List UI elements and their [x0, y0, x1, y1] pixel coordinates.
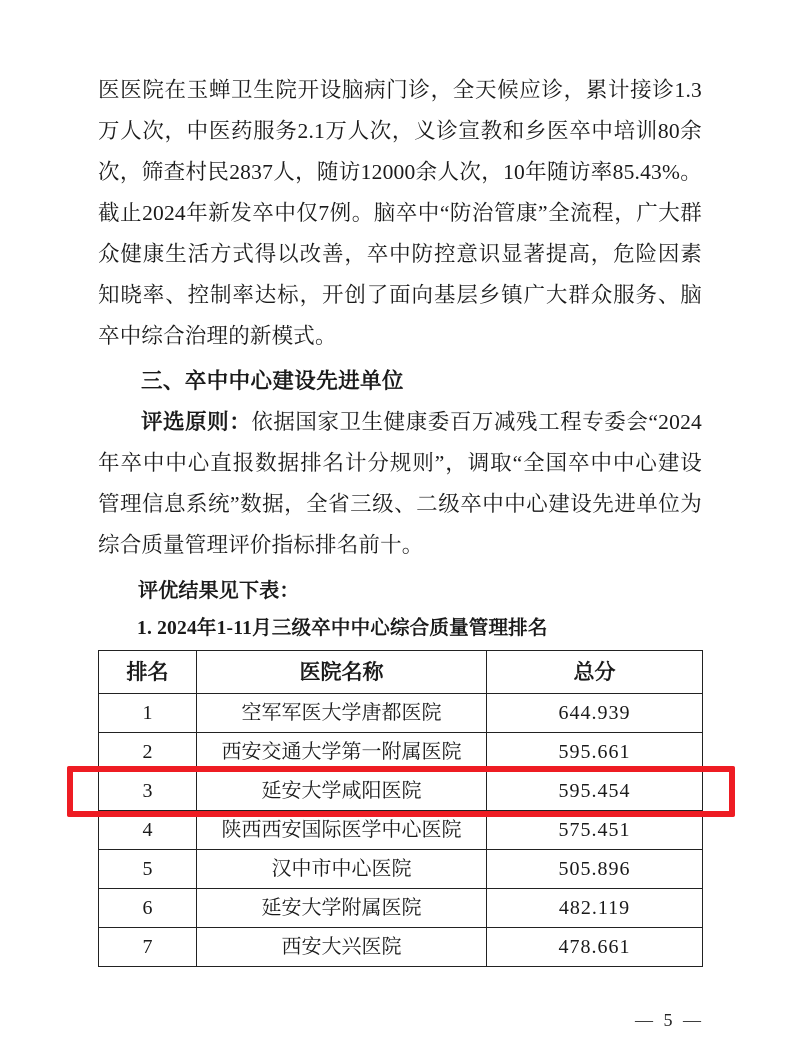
cell-rank: 7: [99, 928, 197, 967]
cell-hospital: 西安交通大学第一附属医院: [197, 733, 487, 772]
cell-score: 595.661: [487, 733, 703, 772]
cell-rank: 6: [99, 889, 197, 928]
cell-rank: 1: [99, 694, 197, 733]
page-number: — 5 —: [635, 1010, 704, 1030]
column-header-rank: 排名: [99, 651, 197, 694]
cell-rank: 3: [99, 772, 197, 811]
cell-score: 478.661: [487, 928, 703, 967]
column-header-hospital: 医院名称: [197, 651, 487, 694]
cell-score: 505.896: [487, 850, 703, 889]
cell-score: 575.451: [487, 811, 703, 850]
principle-text: 依据国家卫生健康委百万减残工程专委会“2024年卒中中心直报数据排名计分规则”，调取“全国卒中中心建设管理信息系统”数据，全省三级、二级卒中中心建设先进单位为综合质量管理评价指标排名前十。: [98, 410, 702, 557]
table-row: [99, 850, 703, 889]
table-row: [99, 928, 703, 967]
rank-table-wrapper: [98, 650, 702, 967]
cell-rank: 4: [99, 811, 197, 850]
result-lead: 评优结果见下表：: [138, 580, 300, 602]
table-row: [99, 889, 703, 928]
cell-hospital: 延安大学咸阳医院: [197, 772, 487, 811]
cell-hospital: 陕西西安国际医学中心医院: [197, 811, 487, 850]
cell-rank: 2: [99, 733, 197, 772]
table-row: [99, 811, 703, 850]
cell-hospital: 空军军医大学唐都医院: [197, 694, 487, 733]
table-row: [99, 733, 703, 772]
section-heading: 三、卒中中心建设先进单位: [141, 369, 404, 393]
cell-hospital: 汉中市中心医院: [197, 850, 487, 889]
table-row: [99, 694, 703, 733]
body-paragraph: 医医院在玉蝉卫生院开设脑病门诊，全天候应诊，累计接诊1.3万人次，中医药服务2.1万人次，义诊宣教和乡医卒中培训80余次，筛查村民2837人，随访12000余人次，10年随访率85.43%。截止2024年新发卒中仅7例。脑卒中“防治管康”全流程，广大群众健康生活方式得以改善，卒中防控意识显著提高，危险因素知晓率、控制率达标，开创了面向基层乡镇广大群众服务、脑卒中综合治理的新模式。: [98, 78, 702, 348]
cell-hospital: 延安大学附属医院: [197, 889, 487, 928]
table-row-highlighted: [99, 772, 703, 811]
cell-hospital: 西安大兴医院: [197, 928, 487, 967]
cell-score: 482.119: [487, 889, 703, 928]
table-header-row: [99, 651, 703, 694]
principle-label: 评选原则：: [141, 410, 252, 434]
table-title: 1. 2024年1-11月三级卒中中心综合质量管理排名: [137, 618, 548, 639]
column-header-score: 总分: [487, 651, 703, 694]
cell-rank: 5: [99, 850, 197, 889]
rank-table: [98, 650, 703, 967]
cell-score: 595.454: [487, 772, 703, 811]
cell-score: 644.939: [487, 694, 703, 733]
principle-paragraph: [98, 402, 702, 566]
